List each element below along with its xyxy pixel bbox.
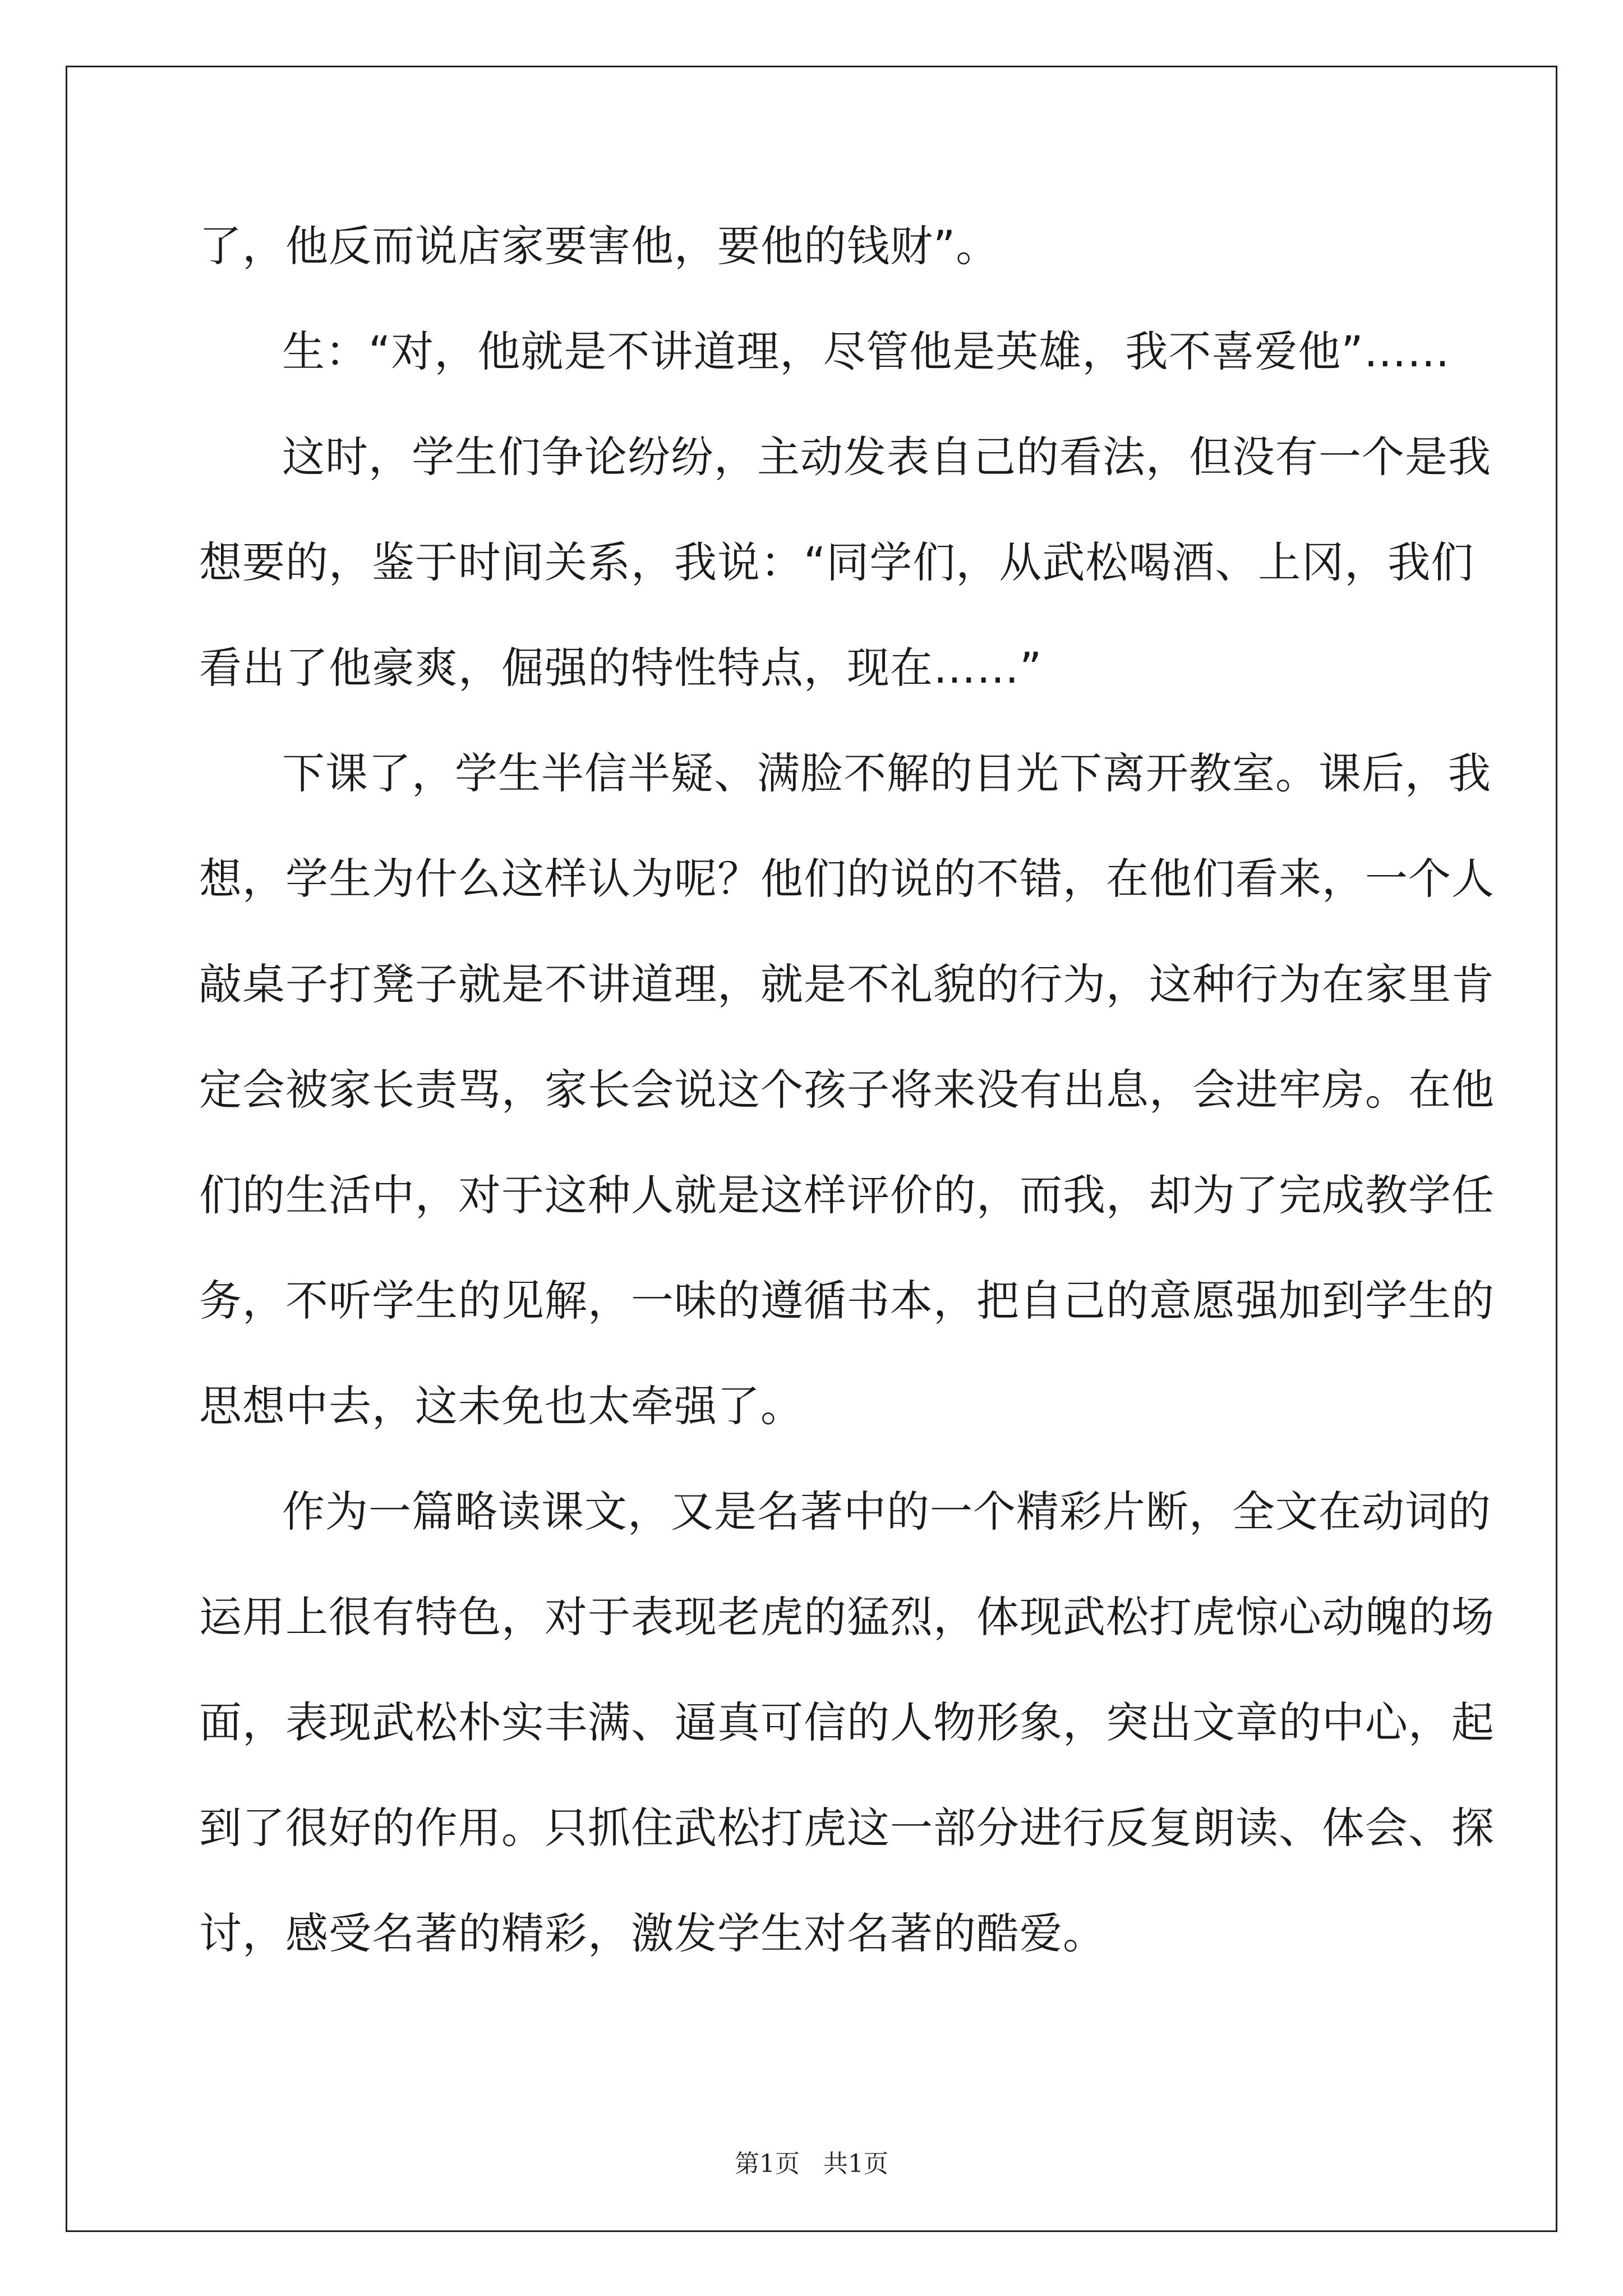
text-line: 下课了，学生半信半疑、满脸不解的目光下离开教室。课后，我 [282,748,1491,798]
text-line: 到了很好的作用。只抓住武松打虎这一部分进行反复朗读、体会、探 [199,1803,1495,1853]
text-line: 思想中去，这未免也太牵强了。 [199,1381,804,1431]
text-line: 定会被家长责骂，家长会说这个孩子将来没有出息，会进牢房。在他 [199,1065,1495,1115]
text-line: 们的生活中，对于这种人就是这样评价的，而我，却为了完成教学任 [199,1170,1495,1220]
text-line: 生：“对，他就是不讲道理，尽管他是英雄，我不喜爱他”…… [282,326,1450,376]
text-line: 面，表现武松朴实丰满、逼真可信的人物形象，突出文章的中心，起 [199,1697,1495,1747]
text-line: 想要的，鉴于时间关系，我说：“同学们，从武松喝酒、上冈，我们 [199,537,1474,587]
text-line: 看出了他豪爽，倔强的特性特点，现在……” [199,643,1043,693]
page-number: 第1页 [735,2150,800,2178]
text-line: 了，他反而说店家要害他，要他的钱财”。 [199,221,999,271]
text-line: 务，不听学生的见解，一味的遵循书本，把自己的意愿强加到学生的 [199,1276,1495,1326]
text-line: 敲桌子打凳子就是不讲道理，就是不礼貌的行为，这种行为在家里肯 [199,959,1495,1009]
text-line: 运用上很有特色，对于表现老虎的猛烈，体现武松打虎惊心动魄的场 [199,1592,1495,1642]
text-line: 想，学生为什么这样认为呢？他们的说的不错，在他们看来，一个人 [199,854,1495,904]
text-line: 这时，学生们争论纷纷，主动发表自己的看法，但没有一个是我 [282,432,1491,482]
document-body [199,194,1495,1986]
text-line: 作为一篇略读课文，又是名著中的一个精彩片断，全文在动词的 [282,1487,1491,1536]
text-line: 讨，感受名著的精彩，激发学生对名著的酷爱。 [199,1908,1106,1958]
page-total: 共1页 [823,2150,888,2178]
page-footer [0,2147,1623,2181]
